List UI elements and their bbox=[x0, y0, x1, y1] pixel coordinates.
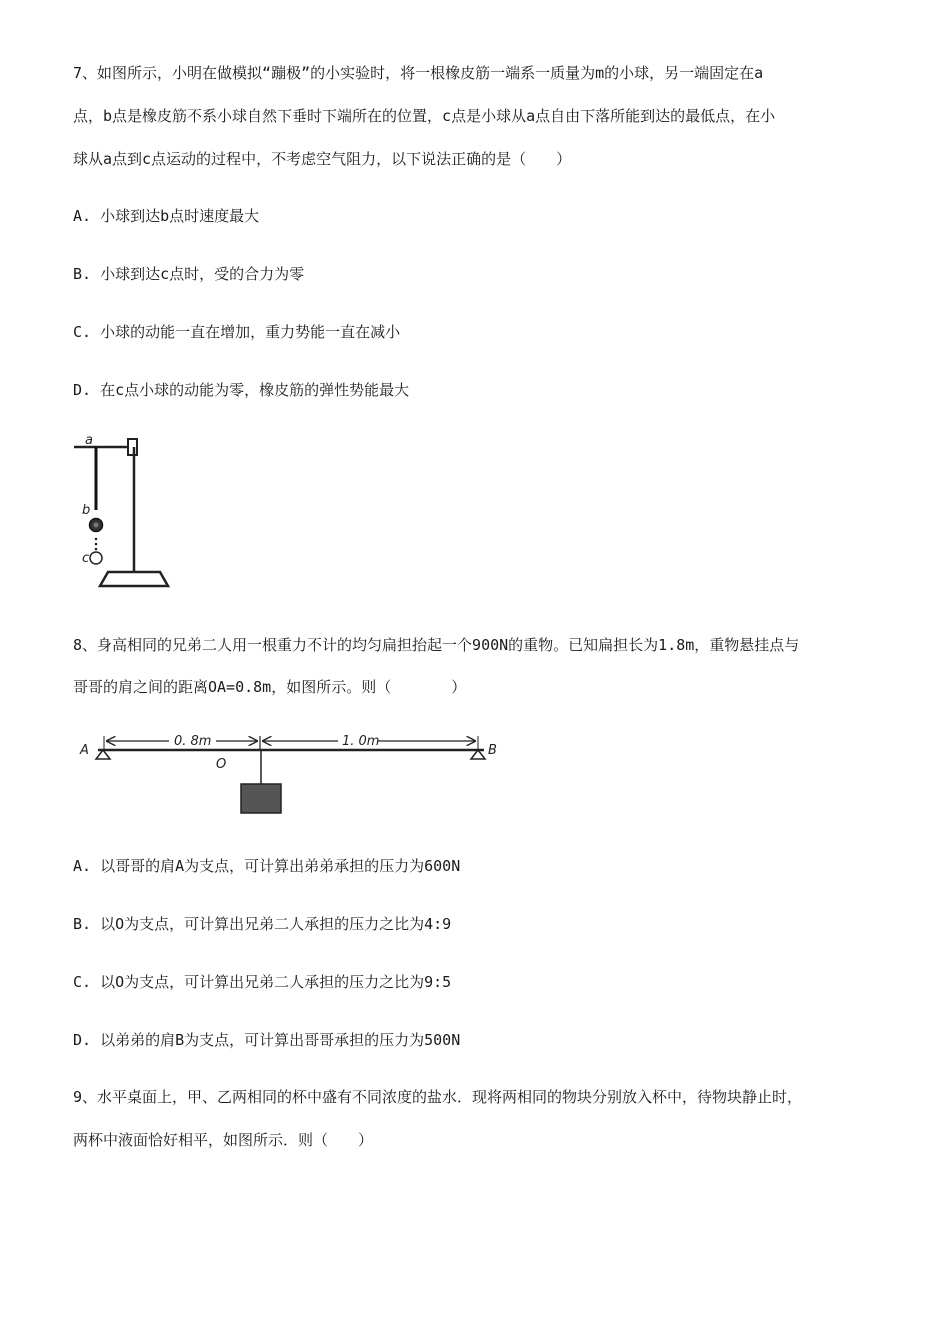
q8-option-c: C. 以O为支点，可计算出兄弟二人承担的压力之比为9:5 bbox=[73, 973, 452, 991]
label-A: A bbox=[80, 743, 89, 758]
label-B: B bbox=[488, 743, 497, 758]
q8-option-b: B. 以O为支点，可计算出兄弟二人承担的压力之比为4:9 bbox=[73, 915, 452, 933]
label-c: c bbox=[82, 551, 90, 566]
ball-at-c bbox=[90, 552, 102, 564]
label-a: a bbox=[85, 433, 93, 448]
q8-option-d: D. 以弟弟的肩B为支点，可计算出哥哥承担的压力为500N bbox=[73, 1031, 461, 1049]
support-b bbox=[471, 750, 485, 759]
q7-stem-line-2: 点，b点是橡皮筋不系小球自然下垂时下端所在的位置，c点是小球从a点自由下落所能到达的最低点，在小 bbox=[73, 107, 776, 125]
q7-stem-line-1: 7、如图所示，小明在做模拟“蹦极”的小实验时，将一根橡皮筋一端系一质量为m的小球，另一端固定在a bbox=[73, 64, 764, 82]
q7-option-a: A. 小球到达b点时速度最大 bbox=[73, 207, 260, 225]
q7-option-b: B. 小球到达c点时，受的合力为零 bbox=[73, 265, 305, 283]
q9-stem-line-1: 9、水平桌面上，甲、乙两相同的杯中盛有不同浓度的盐水．现将两相同的物块分别放入杯中，待物块静止时， bbox=[73, 1088, 803, 1106]
support-a bbox=[96, 750, 110, 759]
dim-left-label: 0. 8m bbox=[174, 734, 212, 749]
dim-right-label: 1. 0m bbox=[342, 734, 380, 749]
bungee-figure bbox=[70, 432, 180, 592]
weight-block bbox=[241, 784, 281, 813]
label-b: b bbox=[82, 503, 91, 518]
q7-stem-line-3: 球从a点到c点运动的过程中，不考虑空气阻力，以下说法正确的是（ ） bbox=[73, 150, 572, 168]
q8-stem-line-1: 8、身高相同的兄弟二人用一根重力不计的均匀扁担抬起一个900N的重物。已知扁担长为1.8m，重物悬挂点与 bbox=[73, 636, 800, 654]
label-O: O bbox=[216, 757, 227, 772]
q9-stem-line-2: 两杯中液面恰好相平，如图所示．则（ ） bbox=[73, 1131, 374, 1149]
q8-stem-line-2: 哥哥的肩之间的距离OA=0.8m，如图所示。则（ ） bbox=[73, 678, 467, 696]
q7-option-d: D. 在c点小球的动能为零，橡皮筋的弹性势能最大 bbox=[73, 381, 410, 399]
carrying-pole-figure bbox=[76, 728, 516, 823]
q7-option-c: C. 小球的动能一直在增加，重力势能一直在减小 bbox=[73, 323, 401, 341]
q8-option-a: A. 以哥哥的肩A为支点，可计算出弟弟承担的压力为600N bbox=[73, 857, 461, 875]
